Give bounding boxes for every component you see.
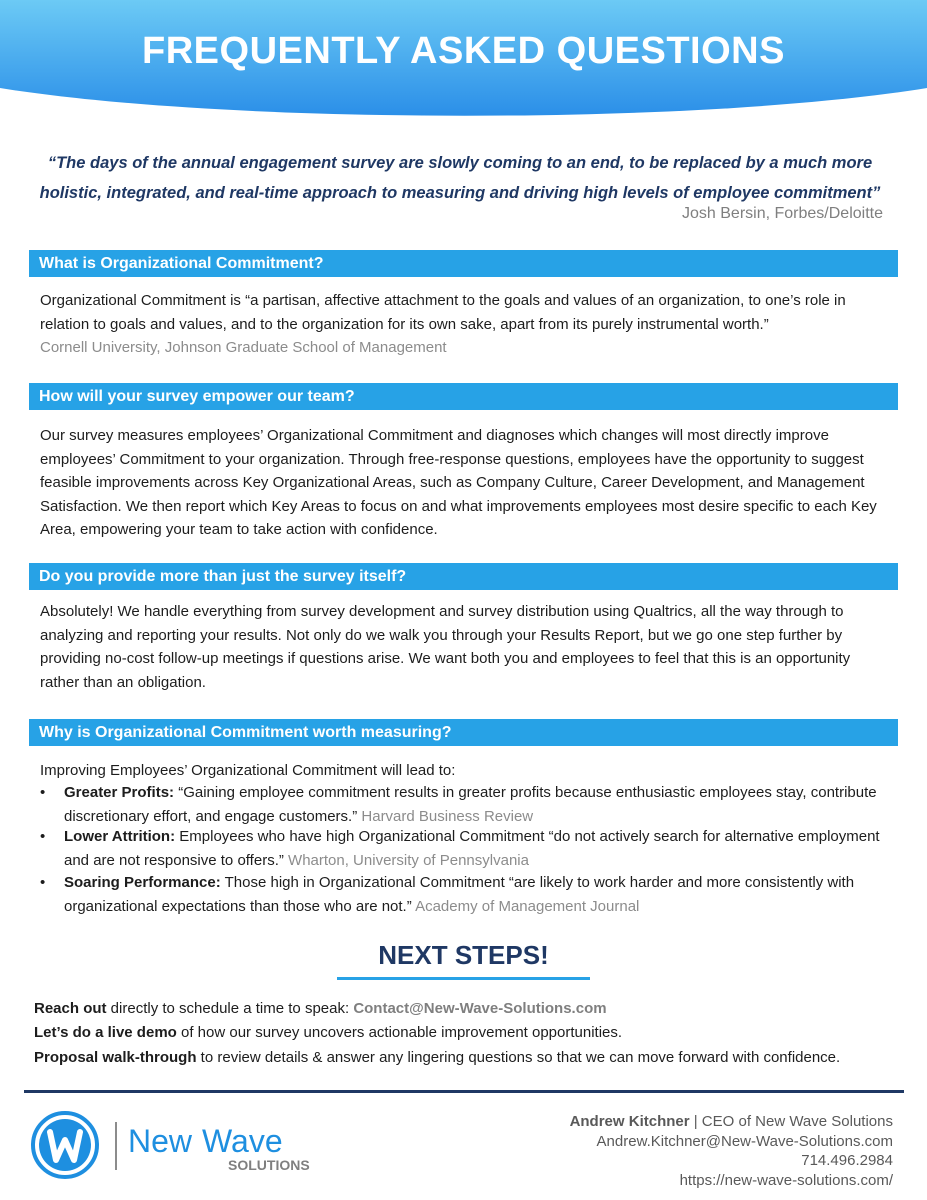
logo-w-icon [33, 1113, 97, 1177]
next-step-text: of how our survey uncovers actionable improvement opportunities. [176, 1024, 623, 1041]
next-steps-underline [337, 977, 590, 980]
section-heading-what-is: What is Organizational Commitment? [29, 250, 898, 277]
bullet-text: “Gaining employee commitment results in greater profits because enthusiastic employees stay, contribute discretionary effort, and engage customers.” [64, 784, 877, 825]
section-heading-empower: How will your survey empower our team? [29, 383, 898, 410]
intro-quote: “The days of the annual engagement survey are slowly coming to an end, to be replaced by a much more holistic, integrated, and real-time approach to measuring and driving high levels of employee commitment” [39, 154, 881, 202]
page-header [0, 0, 927, 125]
bullet-source: Harvard Business Review [361, 807, 534, 825]
contact-role: | CEO of New Wave Solutions [689, 1113, 893, 1130]
next-step-item [34, 997, 607, 1020]
logo-new: New [128, 1123, 193, 1159]
intro-quote-source: Josh Bersin, Forbes/Deloitte [682, 205, 883, 222]
section-heading-more-than-survey: Do you provide more than just the survey itself? [29, 563, 898, 590]
next-step-bold: Reach out [34, 1000, 107, 1017]
bullet-dot: • [40, 784, 46, 801]
bullet-dot: • [40, 828, 46, 845]
section-body-what-is [40, 289, 890, 360]
next-step-item [34, 1046, 840, 1069]
bullet-text: Employees who have high Organizational Commitment “do not actively search for alternative employment and are not responsive to offers.” [64, 828, 880, 869]
bullet-source: Academy of Management Journal [415, 897, 640, 915]
company-logo [30, 1110, 330, 1180]
page-title: FREQUENTLY ASKED QUESTIONS [142, 30, 785, 72]
bullet-label: Soaring Performance: [64, 874, 221, 891]
contact-block [570, 1112, 893, 1190]
contact-email[interactable]: Andrew.Kitchner@New-Wave-Solutions.com [596, 1132, 893, 1150]
next-step-text: to review details & answer any lingering questions so that we can move forward with confidence. [196, 1049, 841, 1066]
section-body-more-than-survey: Absolutely! We handle everything from survey development and survey distribution using Qualtrics, all the way through to analyzing and reporting your results. Not only do we walk you through your Results Report, but we go one step further by providing no-cost follow-up meetings if questions arise. We want both you and employees to feel that this is an opportunity rather than an obligation. [40, 603, 851, 691]
section-source: Cornell University, Johnson Graduate School of Management [40, 339, 447, 356]
logo-wave: Wave [202, 1123, 283, 1159]
section-heading-worth-measuring: Why is Organizational Commitment worth measuring? [29, 719, 898, 746]
contact-phone[interactable]: 714.496.2984 [801, 1152, 893, 1169]
section-intro-worth-measuring: Improving Employees’ Organizational Commitment will lead to: [40, 762, 456, 779]
next-step-bold: Proposal walk-through [34, 1049, 197, 1066]
bullet-dot: • [40, 874, 46, 891]
section-body-empower: Our survey measures employees’ Organizational Commitment and diagnoses which changes will most directly improve employees’ Commitment to your organization. Through free-response questions, employees have the opportunity to suggest feasible improvements across Key Organizational Areas, such as Company Culture, Career Development, and Management Satisfaction. We then report which Key Areas to focus on and what improvements employees most desire specific to each Key Area, empowering your team to take action with confidence. [40, 427, 877, 538]
next-step-item [34, 1021, 622, 1044]
next-step-text: directly to schedule a time to speak: [106, 1000, 354, 1017]
contact-email-link[interactable]: Contact@New-Wave-Solutions.com [353, 1000, 607, 1017]
contact-website[interactable]: https://new-wave-solutions.com/ [679, 1171, 893, 1189]
section-body-text: Organizational Commitment is “a partisan, affective attachment to the goals and values of an organization, to one’s role in relation to goals and values, and to the organization for its own sake, apart from its purely instrumental worth.” [40, 292, 846, 333]
logo-solutions: SOLUTIONS [228, 1157, 310, 1173]
bullet-source: Wharton, University of Pennsylvania [288, 851, 529, 869]
contact-name: Andrew Kitchner [569, 1113, 690, 1130]
next-steps-title: NEXT STEPS! [378, 940, 549, 970]
next-step-bold: Let’s do a live demo [34, 1024, 177, 1041]
footer-divider [24, 1090, 904, 1093]
bullet-label: Lower Attrition: [64, 828, 176, 845]
bullet-label: Greater Profits: [64, 784, 175, 801]
bullet-text: Those high in Organizational Commitment “are likely to work harder and more consistently with organizational expectations than those who are not.” [64, 874, 855, 915]
